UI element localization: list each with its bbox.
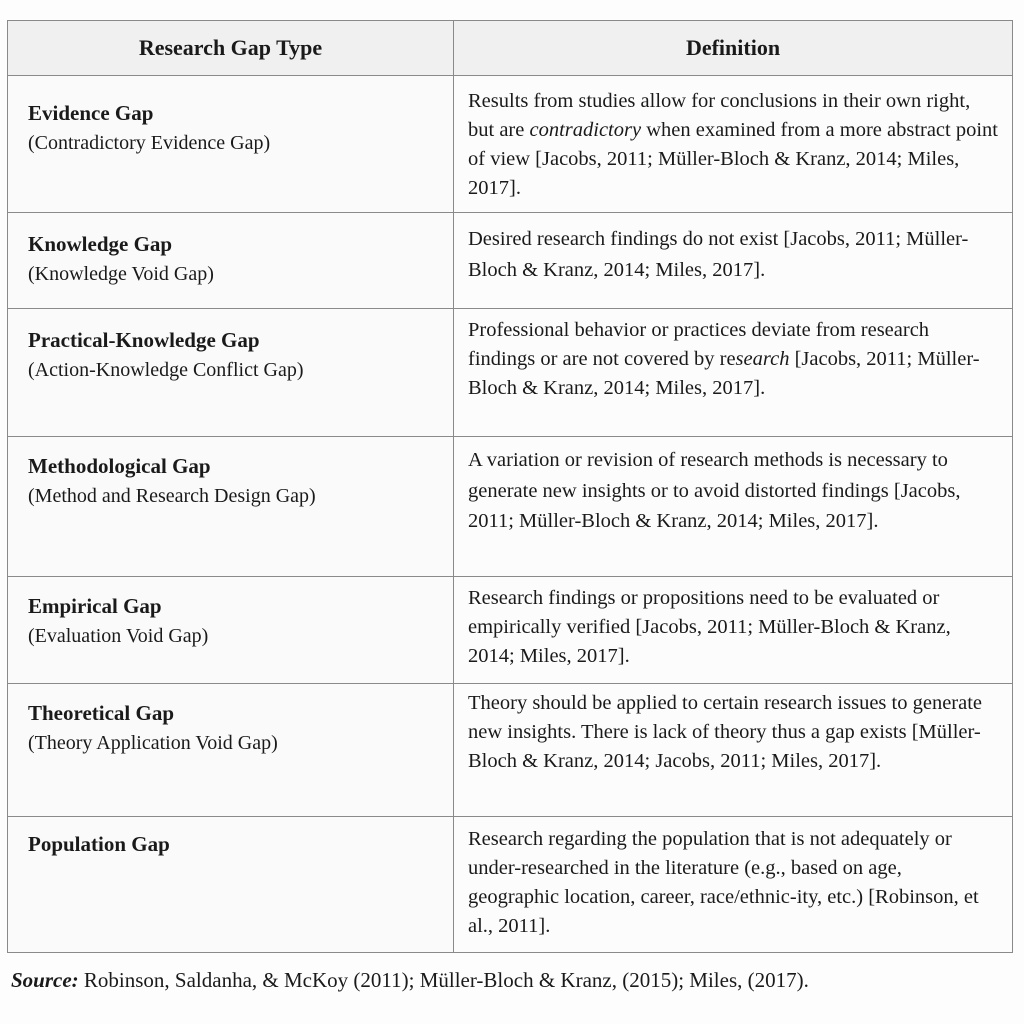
gap-type-name: Methodological Gap [28,454,211,478]
gap-type-cell [8,213,454,309]
gap-definition-cell [454,577,1013,684]
gap-definition: Theory should be applied to certain research issues to generate new insights. There is lack of theory thus a gap exists [Müller-Bloch & Kranz, 2014; Jacobs, 2011; Miles, 2017]. [468,692,983,772]
gap-type-name: Empirical Gap [28,594,162,618]
table-row [8,76,1013,213]
gap-type-name: Knowledge Gap [28,232,173,256]
gap-definition: Professional behavior or practices deviate from research findings or are not covered by research [Jacobs, 2011; Müller-Bloch & Kranz, 2014; Miles, 2017]. [468,319,980,399]
gap-type-cell [8,437,454,577]
gap-definition: Research findings or propositions need to be evaluated or empirically verified [Jacobs, 2011; Müller-Bloch & Kranz, 2014; Miles, 2017]. [468,587,951,667]
gap-type-name: Practical-Knowledge Gap [28,328,260,352]
gap-type-alt-name: (Action-Knowledge Conflict Gap) [28,359,304,381]
gap-type-name: Evidence Gap [28,101,154,125]
gap-type-name: Population Gap [28,832,170,856]
gap-definition-cell [454,76,1013,213]
header-definition: Definition [454,21,1013,76]
table-row [8,577,1013,684]
gap-type-alt-name: (Contradictory Evidence Gap) [28,132,271,154]
gap-type-alt-name: (Knowledge Void Gap) [28,263,214,285]
gap-type-cell [8,309,454,437]
emphasized-term: contradictory [529,119,642,141]
gap-definition-cell [454,437,1013,577]
gap-type-alt-name: (Evaluation Void Gap) [28,625,209,647]
header-research-gap-type: Research Gap Type [8,21,454,76]
gap-definition-cell [454,213,1013,309]
gap-definition: A variation or revision of research methods is necessary to generate new insights or to avoid distorted findings [Jacobs, 2011; Müller-Bloch & Kranz, 2014; Miles, 2017]. [468,449,961,532]
gap-type-alt-name: (Theory Application Void Gap) [28,732,278,754]
gap-type-cell [8,76,454,213]
emphasized-term: search [735,348,790,370]
source-citation [11,965,809,995]
table-row [8,817,1013,953]
table-row [8,309,1013,437]
table-header-row [8,21,1013,76]
gap-definition-cell [454,817,1013,953]
research-gap-table [7,20,1013,953]
table-row [8,684,1013,817]
gap-definition: Results from studies allow for conclusions in their own right, but are contradictory when examined from a more abstract point of view [Jacobs, 2011; Müller-Bloch & Kranz, 2014; Miles, 2017]. [468,90,998,199]
gap-definition: Research regarding the population that is not adequately or under-researched in the literature (e.g., based on age, geographic location, career, race/ethnic-ity, etc.) [Robinson, et al., 2011]. [468,828,979,937]
gap-type-cell [8,577,454,684]
gap-definition: Desired research findings do not exist [Jacobs, 2011; Müller-Bloch & Kranz, 2014; Miles, 2017]. [468,228,969,281]
source-label: Source: [11,968,79,992]
gap-definition-cell [454,309,1013,437]
source-text: Robinson, Saldanha, & McKoy (2011); Müller-Bloch & Kranz, (2015); Miles, (2017). [78,968,809,992]
gap-definition-cell [454,684,1013,817]
gap-type-cell [8,817,454,953]
table-row [8,213,1013,309]
gap-type-alt-name: (Method and Research Design Gap) [28,485,316,507]
table-row [8,437,1013,577]
gap-type-name: Theoretical Gap [28,701,175,725]
gap-type-cell [8,684,454,817]
